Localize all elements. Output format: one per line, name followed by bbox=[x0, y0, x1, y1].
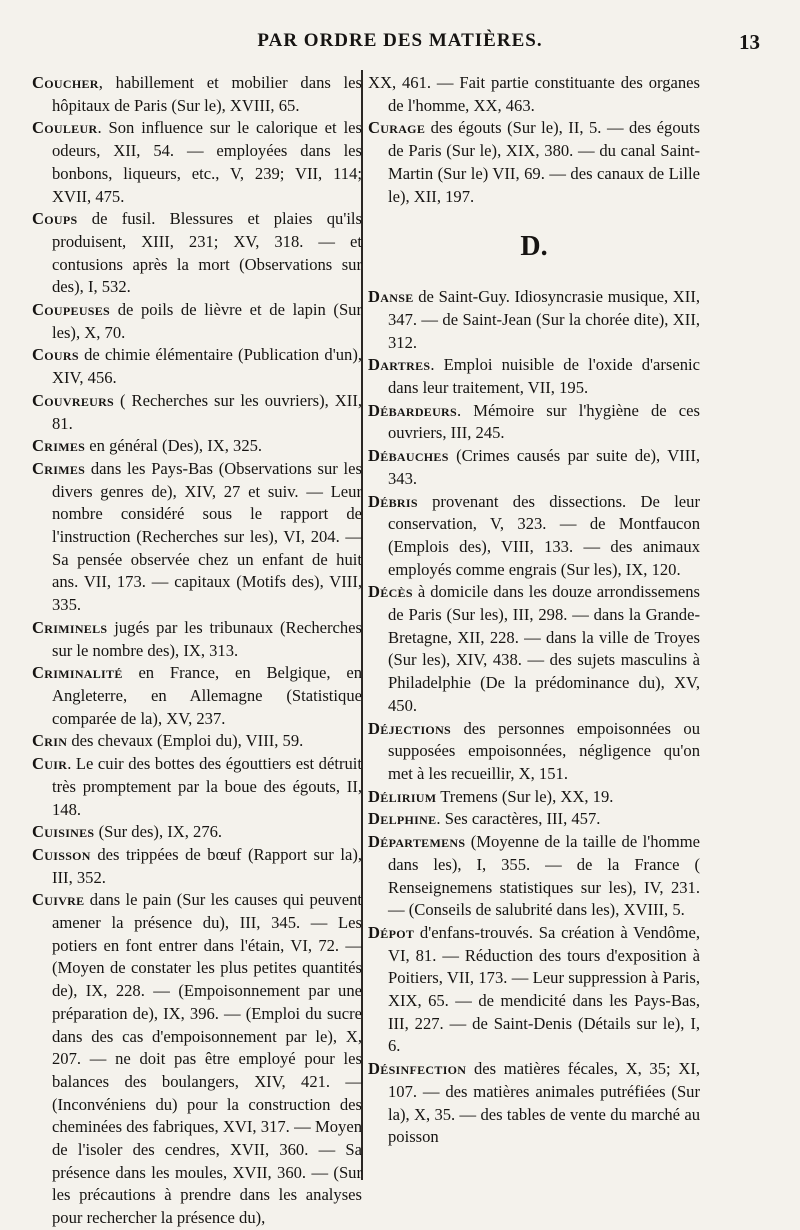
page-number: 13 bbox=[739, 30, 760, 54]
entry-text: . Emploi nuisible de l'oxide d'arsenic dans leur traitement, VII, 195. bbox=[388, 355, 700, 398]
entry-heading: Décès bbox=[368, 582, 413, 602]
entry-heading: Coupeuses bbox=[32, 300, 111, 320]
entry-heading: Delphine bbox=[368, 809, 437, 829]
entry-text: Tremens (Sur le), XX, 19. bbox=[436, 786, 614, 806]
entry-heading: Cours bbox=[32, 345, 79, 365]
index-entry bbox=[368, 491, 700, 582]
entry-text: en France, en Belgique, en Angleterre, en Allemagne (Statistique comparée de la), XV, 237. bbox=[52, 663, 362, 728]
index-entry bbox=[32, 458, 362, 617]
entry-text: de chimie élémentaire (Publication d'un), XIV, 456. bbox=[52, 345, 362, 388]
entry-text: dans les Pays-Bas (Observations sur les divers genres de), XIV, 27 et suiv. — Leur nombre considéré sous le rapport de l'instruction (Recherches sur les), VI, 204. — Sa pensée observée chez un enfant de huit ans. VII, 173. — capitaux (Motifs des), VIII, 335. bbox=[52, 458, 362, 615]
entry-heading: Curage bbox=[368, 118, 426, 138]
index-entry bbox=[368, 286, 700, 354]
entry-text: . Son influence sur le calorique et les odeurs, XII, 54. — employées dans les bonbons, liqueurs, etc., V, 239; VII, 114; XVII, 475. bbox=[52, 118, 362, 206]
right-column-top bbox=[368, 72, 700, 208]
index-entry bbox=[368, 922, 700, 1058]
entry-heading: Criminels bbox=[32, 617, 108, 637]
index-entry bbox=[368, 808, 700, 831]
index-entry bbox=[32, 821, 362, 844]
entry-text: . Ses caractères, III, 457. bbox=[436, 809, 601, 829]
entry-heading: Désinfection bbox=[368, 1059, 467, 1079]
index-entry bbox=[368, 445, 700, 490]
entry-heading: Déjections bbox=[368, 718, 452, 738]
entry-text: des égouts (Sur le), II, 5. — des égouts de Paris (Sur le), XIX, 380. — du canal Saint-Martin (Sur le) VII, 69. — des canaux de Lille le), XII, 197. bbox=[388, 118, 700, 206]
entry-heading: Coucher bbox=[32, 73, 99, 92]
index-entry bbox=[32, 208, 362, 299]
entry-heading: Crin bbox=[32, 731, 68, 751]
entry-text: (Moyenne de la taille de l'homme dans les), I, 355. — de la France ( Renseignemens statistiques sur les), IV, 231. — (Conseils de salubrité dans les), XVIII, 5. bbox=[388, 832, 700, 920]
entry-text: (Crimes causés par suite de), VIII, 343. bbox=[388, 446, 700, 488]
entry-text: provenant des dissections. De leur conservation, V, 323. — de Montfaucon (Emplois des), VIII, 133. — des animaux employés comme engrais (Sur les), IX, 120. bbox=[388, 491, 700, 579]
section-letter: D. bbox=[520, 231, 548, 263]
entry-text: jugés par les tribunaux (Recherches sur le nombre des), IX, 313. bbox=[52, 617, 362, 660]
entry-text: ( Recherches sur les ouvriers), XII, 81. bbox=[52, 390, 362, 433]
entry-heading: Couleur bbox=[32, 118, 98, 138]
index-entry bbox=[368, 117, 700, 208]
entry-heading: Débris bbox=[368, 491, 418, 511]
entry-heading: Délirium bbox=[368, 786, 437, 806]
entry-heading: Départemens bbox=[368, 832, 466, 852]
entry-text: des chevaux (Emploi du), VIII, 59. bbox=[67, 731, 304, 751]
index-entry bbox=[368, 718, 700, 786]
index-entry bbox=[32, 617, 362, 662]
index-entry bbox=[32, 72, 362, 117]
entry-text: de Saint-Guy. Idiosyncrasie musique, XII, 347. — de Saint-Jean (Sur la chorée dite), XII, 312. bbox=[388, 287, 700, 352]
index-entry bbox=[32, 730, 362, 753]
index-entry bbox=[368, 72, 700, 117]
entry-heading: Couvreurs bbox=[32, 390, 115, 410]
entry-heading: Cuisines bbox=[32, 822, 95, 842]
index-entry bbox=[32, 299, 362, 344]
left-column bbox=[32, 72, 362, 1230]
entry-text: des matières fécales, X, 35; XI, 107. — des matières animales putréfiées (Sur la), X, 35. — des tables de vente du marché au poisson bbox=[388, 1059, 700, 1147]
index-entry bbox=[368, 400, 700, 445]
entry-text: dans le pain (Sur les causes qui peuvent amener la présence du), III, 345. — Les potiers en font entrer dans l'étain, VI, 72. — (Moyen de constater les plus petites quantités de), IX, 228. — (Empoisonnement par une préparation de), IX, 396. — (Emploi du sucre dans des cas d'empoisonnement par le), X, 207. — ne doit pas être employé pour les balances des boulangers, XIV, 421. — (Inconvéniens du) pour la construction des cheminées des fabriques, XVI, 317. — Moyen de l'isoler des cendres, XVII, 360. — Sa présence dans les moules, XVII, 360. — (Sur les précautions à prendre dans les analyses pour rechercher la présence du), bbox=[52, 890, 362, 1228]
running-title: PAR ORDRE DES MATIÈRES. bbox=[257, 30, 543, 51]
entry-text: des personnes empoisonnées ou supposées empoisonnées, négligence qu'on met à les recueillir, X, 151. bbox=[388, 718, 700, 783]
index-entry bbox=[32, 435, 362, 458]
entry-heading: Crimes bbox=[32, 436, 86, 456]
index-entry bbox=[368, 1058, 700, 1149]
entry-heading: Criminalité bbox=[32, 663, 123, 683]
entry-heading: Débauches bbox=[368, 446, 449, 466]
entry-text: de poils de lièvre et de lapin (Sur les), X, 70. bbox=[52, 300, 362, 342]
entry-text: . Mémoire sur l'hygiène de ces ouvriers, III, 245. bbox=[388, 400, 700, 443]
right-column bbox=[368, 72, 700, 1149]
entry-text: XX, 461. — Fait partie constituante des organes de l'homme, XX, 463. bbox=[368, 73, 700, 115]
index-entry bbox=[368, 786, 700, 809]
index-entry bbox=[368, 831, 700, 922]
index-entry bbox=[32, 390, 362, 435]
index-entry bbox=[368, 354, 700, 399]
entry-heading: Cuisson bbox=[32, 844, 91, 864]
entry-text: (Sur des), IX, 276. bbox=[94, 822, 223, 842]
entry-text: , habillement et mobilier dans les hôpitaux de Paris (Sur le), XVIII, 65. bbox=[52, 73, 362, 115]
right-column-bottom bbox=[368, 286, 700, 1149]
entry-text: de fusil. Blessures et plaies qu'ils produisent, XIII, 231; XV, 318. — et contusions après la mort (Observations sur des), I, 532. bbox=[52, 209, 362, 297]
index-entry bbox=[368, 581, 700, 717]
index-entry bbox=[32, 344, 362, 389]
index-entry bbox=[32, 753, 362, 821]
entry-text: à domicile dans les douze arrondissemens de Paris (Sur les), III, 298. — dans la Grande-Bretagne, XII, 228. — dans la ville de Troyes (Sur les), XIV, 438. — des sujets masculins à Philadelphie (De la prédominance du), XV, 450. bbox=[388, 582, 700, 715]
running-head bbox=[40, 30, 760, 60]
index-entry bbox=[32, 117, 362, 208]
index-entry bbox=[32, 844, 362, 889]
index-entry bbox=[32, 662, 362, 730]
entry-text: . Le cuir des bottes des égouttiers est détruit très promptement par la boue des égouts, II, 148. bbox=[52, 754, 362, 819]
entry-heading: Coups bbox=[32, 209, 78, 229]
entry-heading: Dépot bbox=[368, 922, 415, 942]
entry-heading: Crimes bbox=[32, 458, 86, 478]
entry-text: des trippées de bœuf (Rapport sur la), III, 352. bbox=[52, 844, 362, 887]
entry-text: d'enfans-trouvés. Sa création à Vendôme, VI, 81. — Réduction des tours d'exposition à Poitiers, VII, 173. — Leur suppression à Paris, XIX, 65. — de mendicité dans les Pays-Bas, III, 227. — de Saint-Denis (Détails sur le), I, 6. bbox=[388, 922, 700, 1056]
entry-heading: Danse bbox=[368, 287, 414, 307]
entry-heading: Cuir bbox=[32, 754, 68, 774]
entry-heading: Débardeurs bbox=[368, 400, 457, 420]
index-entry bbox=[32, 889, 362, 1230]
entry-text: en général (Des), IX, 325. bbox=[85, 436, 263, 456]
entry-heading: Cuivre bbox=[32, 890, 85, 910]
entry-heading: Dartres bbox=[368, 355, 431, 375]
